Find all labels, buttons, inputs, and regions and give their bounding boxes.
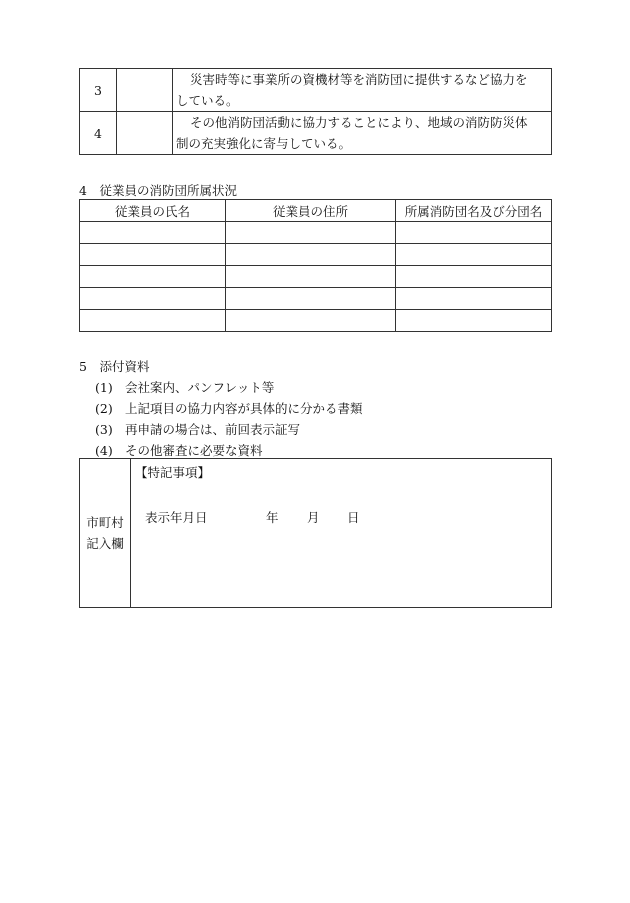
table-cell[interactable] xyxy=(396,288,552,310)
table-cell[interactable] xyxy=(80,244,226,266)
item-number: 3 xyxy=(80,69,117,112)
attachment-item xyxy=(95,399,363,417)
attachment-item xyxy=(95,378,274,396)
column-header: 所属消防団名及び分団名 xyxy=(396,200,552,222)
label-line: 記入欄 xyxy=(86,536,124,551)
section-5-heading: 5 添付資料 xyxy=(79,359,150,374)
attachment-number: (2) xyxy=(95,401,113,416)
table-cell[interactable] xyxy=(80,222,226,244)
table-cell[interactable] xyxy=(226,222,396,244)
description-line: している。 xyxy=(176,93,239,108)
column-header: 従業員の氏名 xyxy=(80,200,226,222)
municipal-entry-area[interactable] xyxy=(131,459,552,608)
day-label: 日 xyxy=(347,510,360,525)
special-notes-label: 【特記事項】 xyxy=(135,465,211,480)
employee-affiliation-table xyxy=(79,199,552,332)
attachment-item xyxy=(95,441,263,459)
cooperation-items-table xyxy=(79,68,552,155)
table-row xyxy=(80,69,552,112)
table-cell[interactable] xyxy=(226,310,396,332)
table-cell[interactable] xyxy=(80,288,226,310)
column-header: 従業員の住所 xyxy=(226,200,396,222)
item-number: 4 xyxy=(80,112,117,155)
table-cell[interactable] xyxy=(80,310,226,332)
item-description xyxy=(173,112,552,155)
table-header-row xyxy=(80,200,552,222)
attachment-text: 会社案内、パンフレット等 xyxy=(125,380,275,395)
table-row xyxy=(80,459,552,608)
table-row xyxy=(80,310,552,332)
label-line: 市町村 xyxy=(86,515,124,530)
attachment-number: (1) xyxy=(95,380,113,395)
table-cell[interactable] xyxy=(226,244,396,266)
attachment-item xyxy=(95,420,300,438)
table-row xyxy=(80,288,552,310)
month-label: 月 xyxy=(307,510,320,525)
attachment-text: その他審査に必要な資料 xyxy=(125,443,263,458)
municipal-label xyxy=(80,459,131,608)
check-cell[interactable] xyxy=(117,112,173,155)
table-row xyxy=(80,266,552,288)
section-4-heading: 4 従業員の消防団所属状況 xyxy=(79,183,237,198)
table-cell[interactable] xyxy=(396,310,552,332)
table-cell[interactable] xyxy=(80,266,226,288)
table-cell[interactable] xyxy=(396,222,552,244)
table-cell[interactable] xyxy=(226,288,396,310)
table-row xyxy=(80,244,552,266)
item-description xyxy=(173,69,552,112)
table-cell[interactable] xyxy=(226,266,396,288)
check-cell[interactable] xyxy=(117,69,173,112)
table-row xyxy=(80,222,552,244)
table-cell[interactable] xyxy=(396,266,552,288)
description-line: その他消防団活動に協力することにより、地域の消防防災体 xyxy=(190,115,528,130)
attachment-text: 再申請の場合は、前回表示証写 xyxy=(125,422,301,437)
table-row xyxy=(80,112,552,155)
attachment-text: 上記項目の協力内容が具体的に分かる書類 xyxy=(125,401,363,416)
year-label: 年 xyxy=(266,510,279,525)
description-line: 災害時等に事業所の資機材等を消防団に提供するなど協力を xyxy=(190,72,528,87)
municipal-entry-table xyxy=(79,458,552,608)
table-cell[interactable] xyxy=(396,244,552,266)
description-line: 制の充実強化に寄与している。 xyxy=(176,136,352,151)
attachment-number: (4) xyxy=(95,443,113,458)
attachment-number: (3) xyxy=(95,422,113,437)
display-date-label: 表示年月日 xyxy=(145,510,208,525)
